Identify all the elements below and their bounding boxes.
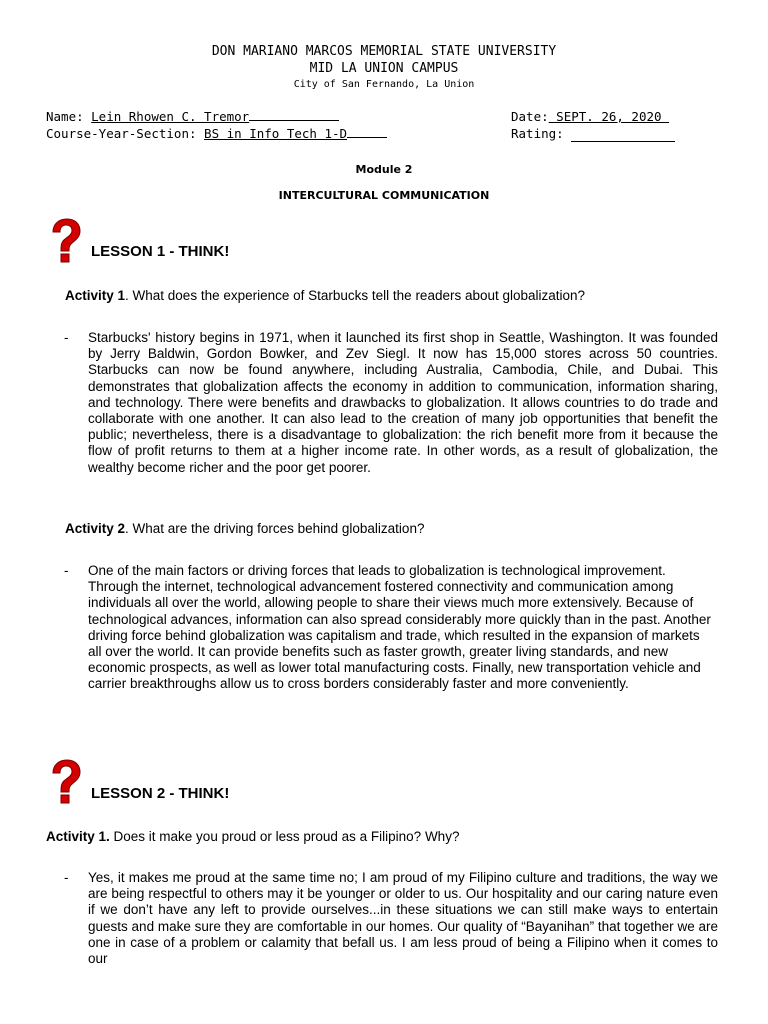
- lesson-1-heading: LESSON 1 - THINK!: [91, 243, 230, 260]
- course-label: Course-Year-Section:: [46, 126, 205, 141]
- course-line: [46, 126, 387, 141]
- bullet-dash: -: [64, 330, 69, 345]
- rating-blank: [571, 126, 675, 142]
- date-label: Date:: [511, 109, 549, 124]
- rating-label: Rating:: [511, 126, 572, 141]
- question-mark-icon: [49, 218, 83, 264]
- bullet-dash: -: [64, 563, 69, 578]
- activity-label: Activity 1: [65, 288, 126, 303]
- bullet-dash: -: [64, 870, 69, 885]
- date-line: [511, 109, 669, 124]
- university-name: DON MARIANO MARCOS MEMORIAL STATE UNIVERSITY: [211, 44, 557, 59]
- lesson1-activity2-prompt: [65, 521, 424, 536]
- lesson1-activity2-answer: One of the main factors or driving forces that leads to globalization is technological improvement. Through the internet, technological advancement fostered connectivity and communication among individuals all over the world, allowing people to share their views much more extensively. Because of technological advances, information can also spread considerably more quickly than in the past. Another driving force behind globalization was capitalism and trade, which resulted in the expansion of markets all over the world. It can provide benefits such as faster growth, greater living standards, and new economic prospects, as well as lower total manufacturing costs. Finally, new transportation vehicle and carrier breakthroughs allow us to cross borders considerably faster and more conveniently.: [88, 563, 711, 692]
- name-value: Lein Rhowen C. Tremor: [91, 109, 250, 124]
- module-title: Module 2: [355, 163, 413, 176]
- date-value: SEPT. 26, 2020: [548, 109, 670, 124]
- activity-question: . What are the driving forces behind globalization?: [125, 521, 425, 536]
- name-underline: [249, 120, 339, 121]
- name-line: [46, 109, 339, 124]
- rating-line: [511, 126, 675, 142]
- lesson-2-heading: LESSON 2 - THINK!: [91, 785, 230, 802]
- city-name: City of San Fernando, La Union: [293, 79, 475, 90]
- lesson2-activity1-prompt: [46, 829, 459, 844]
- lesson1-activity1-prompt: [65, 288, 585, 303]
- activity-label: Activity 2: [65, 521, 126, 536]
- lesson1-activity1-answer: Starbucks' history begins in 1971, when it launched its first shop in Seattle, Washington. It was founded by Jerry Baldwin, Gordon Bowker, and Zev Siegl. It now has 15,000 stores across 50 countries. Starbucks can now be found anywhere, including Australia, Cambodia, Chile, and Dubai. This demonstrates that globalization affects the economy in addition to communication, information sharing, and technology. There were benefits and drawbacks to globalization. It allows countries to do trade and collaborate with one another. It can also lead to the creation of many job opportunities that benefit the public; nevertheless, there is a disadvantage to globalization: the rich benefit more from it because the flow of profit returns to them at a higher income rate. In other words, as a result of globalization, the wealthy become richer and the poor get poorer.: [88, 330, 718, 475]
- question-mark-icon: [49, 759, 83, 805]
- course-value: BS in Info Tech 1-D: [204, 126, 348, 141]
- campus-name: MID LA UNION CAMPUS: [309, 61, 459, 76]
- lesson2-activity1-answer: Yes, it makes me proud at the same time no; I am proud of my Filipino culture and traditions, the way we are being respectful to others may it be younger or older to us. Our hospitality and our caring nature even if we don’t have any left to provide ourselves...in these situations we can still make ways to entertain guests and make sure they are comfortable in our homes. Our quality of “Bayanihan” that together we are one in case of a problem or calamity that befall us. I am less proud of being a Filipino when it comes to our: [88, 870, 718, 967]
- activity-question: Does it make you proud or less proud as a Filipino? Why?: [109, 829, 460, 844]
- activity-label: Activity 1.: [46, 829, 110, 844]
- name-label: Name:: [46, 109, 92, 124]
- activity-question: . What does the experience of Starbucks tell the readers about globalization?: [125, 288, 586, 303]
- course-underline: [347, 137, 387, 138]
- module-subtitle: INTERCULTURAL COMMUNICATION: [278, 189, 490, 202]
